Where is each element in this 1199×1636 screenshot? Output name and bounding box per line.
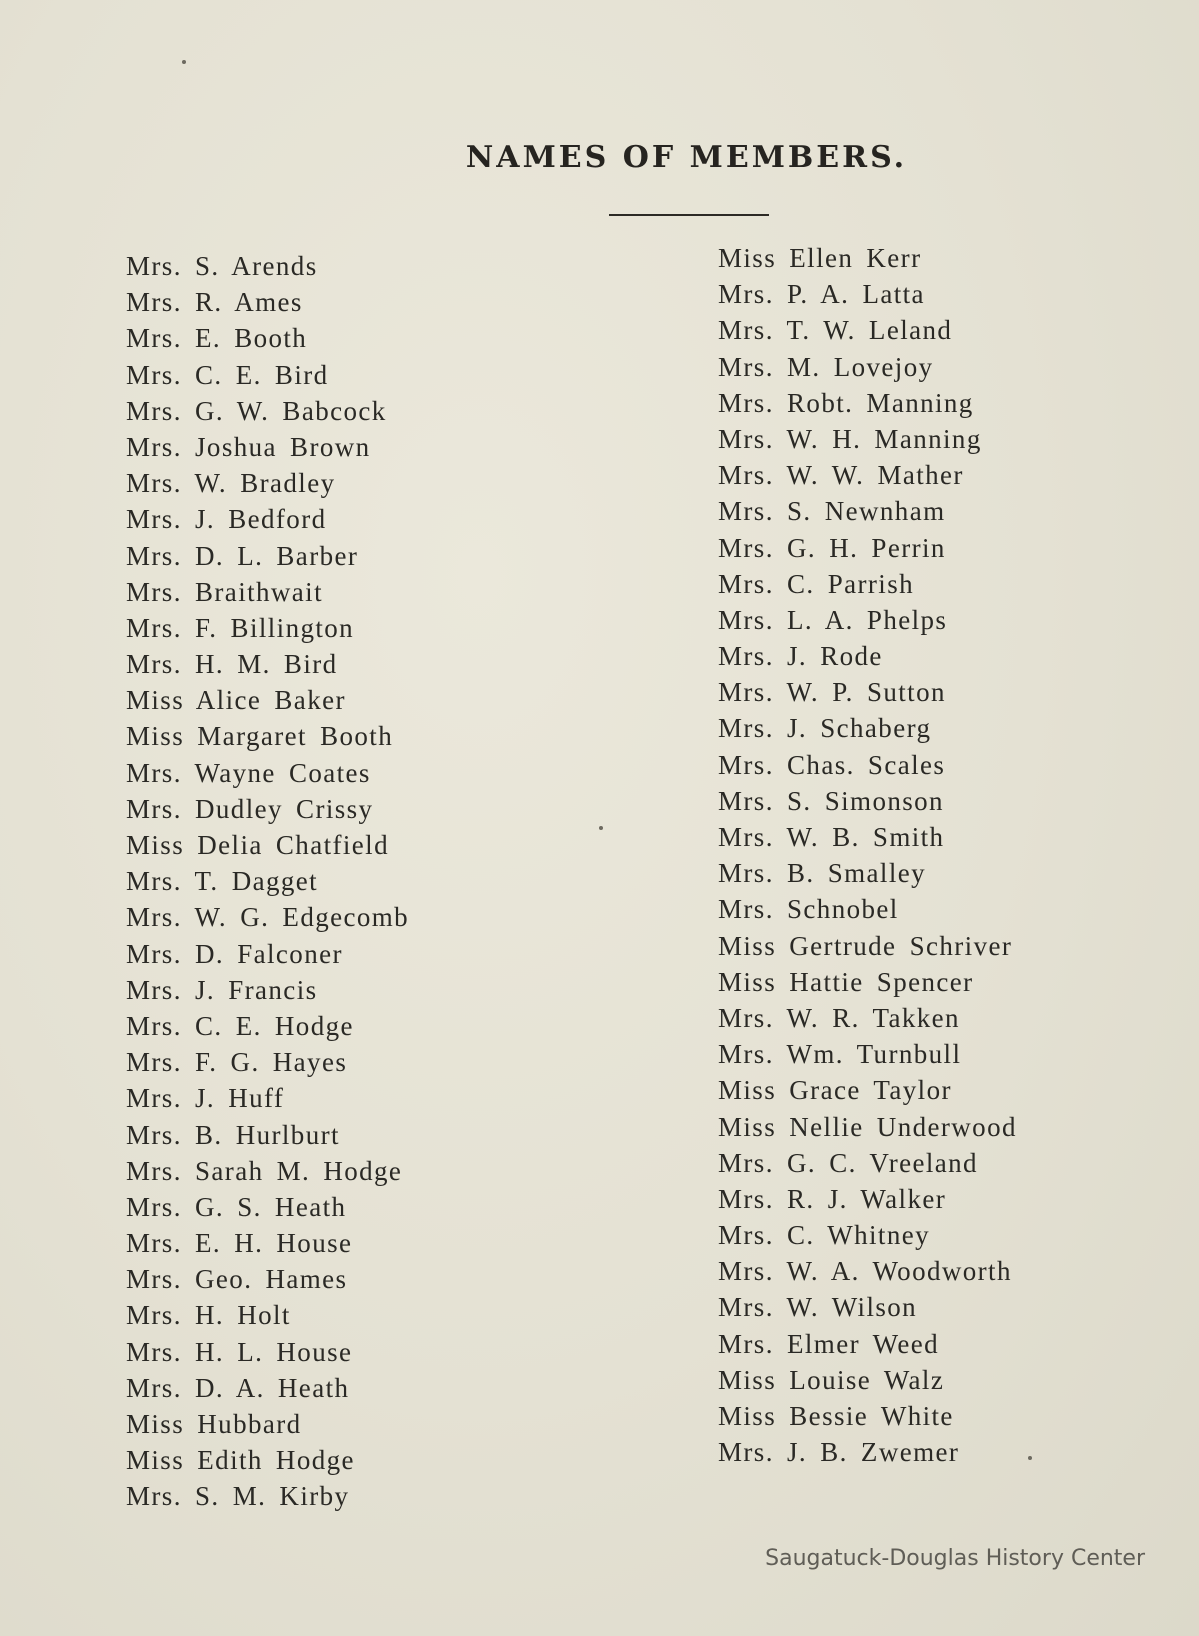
- member-name: Mrs. W. R. Takken: [718, 1002, 960, 1033]
- member-name: Mrs. L. A. Phelps: [718, 604, 948, 635]
- member-name: Mrs. H. Holt: [126, 1300, 291, 1331]
- member-name: Mrs. C. E. Bird: [126, 359, 329, 390]
- member-name: Mrs. Dudley Crissy: [126, 793, 374, 824]
- member-name: Miss Hattie Spencer: [718, 966, 974, 997]
- member-name: Mrs. W. B. Smith: [718, 822, 945, 852]
- member-name: Mrs. S. Arends: [126, 251, 318, 281]
- member-name: Mrs. J. Schaberg: [718, 713, 932, 744]
- member-name: Mrs. R. Ames: [126, 287, 303, 318]
- member-name: Miss Bessie White: [718, 1401, 954, 1431]
- member-name: Mrs. J. B. Zwemer: [718, 1437, 960, 1468]
- member-name: Mrs. W. A. Woodworth: [718, 1256, 1012, 1287]
- member-name: Mrs. M. Lovejoy: [718, 351, 934, 382]
- member-name: Miss Edith Hodge: [126, 1445, 355, 1476]
- member-name: Miss Gertrude Schriver: [718, 930, 1013, 961]
- member-name: Mrs. G. S. Heath: [126, 1191, 347, 1222]
- member-name: Mrs. Joshua Brown: [126, 431, 371, 462]
- member-name: Mrs. E. Booth: [126, 323, 308, 354]
- paper-speck: [599, 826, 603, 830]
- member-name: Mrs. F. Billington: [126, 612, 355, 643]
- paper-speck: [182, 60, 186, 64]
- member-name: Mrs. Braithwait: [126, 576, 323, 607]
- members-list-left: [126, 248, 409, 1515]
- member-name: Miss Grace Taylor: [718, 1075, 952, 1106]
- member-name: Mrs. Chas. Scales: [718, 749, 946, 780]
- member-name: Mrs. D. A. Heath: [126, 1372, 350, 1403]
- member-name: Mrs. S. Simonson: [718, 785, 944, 816]
- source-credit: Saugatuck-Douglas History Center: [765, 1546, 1145, 1571]
- member-name: Mrs. W. Bradley: [126, 468, 336, 499]
- member-name: Mrs. H. L. House: [126, 1336, 353, 1367]
- member-name: Mrs. E. H. House: [126, 1228, 353, 1259]
- member-name: Mrs. R. J. Walker: [718, 1183, 947, 1214]
- member-name: Mrs. B. Hurlburt: [126, 1119, 340, 1150]
- member-name: Mrs. S. Newnham: [718, 496, 946, 527]
- member-name: Mrs. T. Dagget: [126, 866, 319, 897]
- member-name: Mrs. Sarah M. Hodge: [126, 1155, 403, 1186]
- member-name: Miss Hubbard: [126, 1409, 302, 1439]
- member-name: Mrs. Schnobel: [718, 894, 899, 925]
- member-name: Mrs. Wayne Coates: [126, 757, 371, 788]
- member-name: Mrs. J. Francis: [126, 974, 318, 1005]
- member-name: Mrs. Robt. Manning: [718, 387, 974, 418]
- member-name: Mrs. J. Bedford: [126, 504, 327, 535]
- member-name: Mrs. C. E. Hodge: [126, 1010, 354, 1041]
- member-name: Mrs. W. Wilson: [718, 1292, 918, 1323]
- page-title: NAMES OF MEMBERS.: [465, 140, 908, 175]
- member-name: Mrs. J. Rode: [718, 641, 883, 672]
- member-name: Mrs. W. P. Sutton: [718, 677, 946, 708]
- paper-speck: [1028, 1456, 1032, 1460]
- member-name: Mrs. D. Falconer: [126, 938, 343, 969]
- member-name: Mrs. G. C. Vreeland: [718, 1147, 978, 1178]
- member-name: Miss Louise Walz: [718, 1364, 945, 1395]
- member-name: Mrs. J. Huff: [126, 1083, 285, 1114]
- member-name: Mrs. S. M. Kirby: [126, 1481, 350, 1512]
- member-name: Mrs. B. Smalley: [718, 858, 927, 889]
- member-name: Mrs. C. Parrish: [718, 568, 915, 599]
- member-name: Miss Delia Chatfield: [126, 830, 389, 860]
- member-name: Mrs. W. H. Manning: [718, 423, 982, 454]
- member-name: Mrs. W. W. Mather: [718, 460, 964, 491]
- member-name: Mrs. F. G. Hayes: [126, 1047, 348, 1078]
- member-name: Mrs. D. L. Barber: [126, 540, 359, 571]
- title-divider: [609, 214, 769, 216]
- member-name: Mrs. G. H. Perrin: [718, 532, 946, 563]
- member-name: Mrs. H. M. Bird: [126, 649, 338, 680]
- member-name: Miss Margaret Booth: [126, 721, 394, 752]
- member-name: Mrs. Wm. Turnbull: [718, 1039, 962, 1070]
- member-name: Mrs. C. Whitney: [718, 1220, 930, 1251]
- member-name: Miss Nellie Underwood: [718, 1111, 1017, 1142]
- member-name: Mrs. Geo. Hames: [126, 1264, 348, 1295]
- member-name: Mrs. G. W. Babcock: [126, 395, 387, 426]
- member-name: Mrs. T. W. Leland: [718, 315, 953, 346]
- member-name: Miss Alice Baker: [126, 685, 346, 716]
- member-name: Mrs. W. G. Edgecomb: [126, 902, 410, 933]
- member-name: Mrs. P. A. Latta: [718, 279, 925, 310]
- members-list-right: [718, 240, 1017, 1470]
- member-name: Miss Ellen Kerr: [718, 243, 922, 273]
- member-name: Mrs. Elmer Weed: [718, 1328, 940, 1359]
